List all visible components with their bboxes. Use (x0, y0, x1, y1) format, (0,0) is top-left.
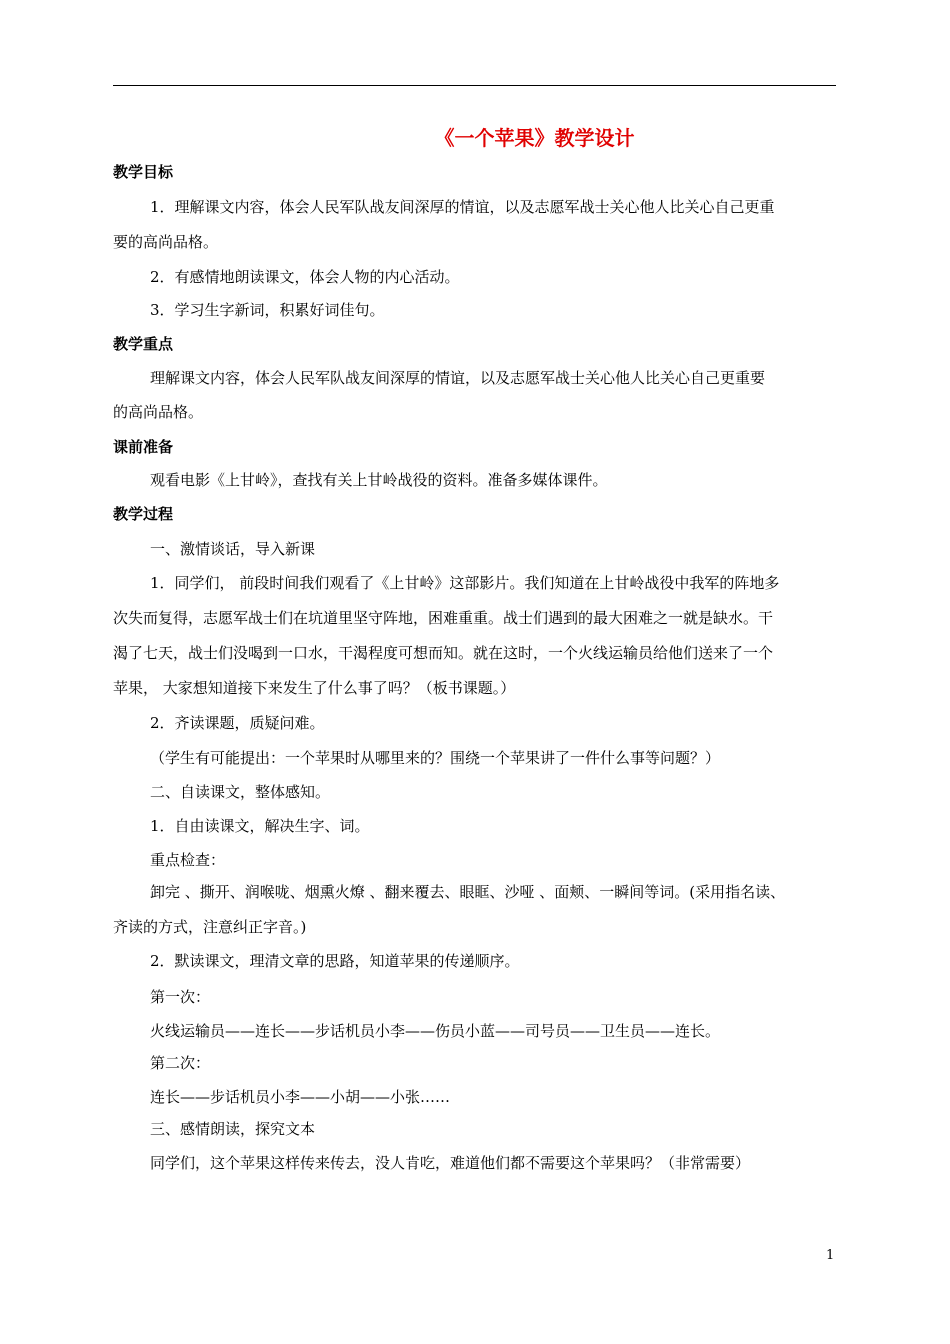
paragraph-line: 第一次： (150, 988, 211, 1006)
paragraph-line: 同学们，这个苹果这样传来传去，没人肯吃，难道他们都不需要这个苹果吗？（非常需要） (150, 1154, 751, 1172)
paragraph-line: 的高尚品格。 (113, 403, 204, 421)
paragraph-line: 齐读的方式，注意纠正字音。) (113, 918, 307, 936)
paragraph-line: 观看电影《上甘岭》，查找有关上甘岭战役的资料。准备多媒体课件。 (150, 471, 608, 489)
paragraph-line: 1．理解课文内容，体会人民军队战友间深厚的情谊，以及志愿军战士关心他人比关心自己更重 (150, 198, 775, 216)
paragraph-line: 一、激情谈话，导入新课 (150, 540, 316, 558)
paragraph-line: 重点检查： (150, 851, 226, 869)
page-number: 1 (826, 1248, 835, 1263)
section-heading-objectives: 教学目标 (113, 163, 174, 181)
paragraph-line: 卸完 、撕开、润喉咙、烟熏火燎 、翻来覆去、眼眶、沙哑 、面颊、一瞬间等词。(采用指名读、 (150, 883, 786, 901)
section-heading-process: 教学过程 (113, 505, 174, 523)
paragraph-line: 渴了七天，战士们没喝到一口水，干渴程度可想而知。就在这时，一个火线运输员给他们送来了一个 (113, 644, 774, 662)
paragraph-line: 3．学习生字新词，积累好词佳句。 (150, 301, 385, 319)
paragraph-line: 三、感情朗读，探究文本 (150, 1120, 316, 1138)
document-title: 《一个苹果》教学设计 (434, 126, 635, 150)
paragraph-line: 第二次： (150, 1054, 211, 1072)
paragraph-line: 火线运输员——连长——步话机员小李——伤员小蓝——司号员——卫生员——连长。 (150, 1022, 721, 1040)
header-rule (113, 85, 836, 86)
paragraph-line: 理解课文内容，体会人民军队战友间深厚的情谊，以及志愿军战士关心他人比关心自己更重要 (150, 369, 766, 387)
section-heading-key-points: 教学重点 (113, 335, 174, 353)
section-heading-preparation: 课前准备 (113, 438, 174, 456)
paragraph-line: 连长——步话机员小李——小胡——小张…… (150, 1088, 451, 1106)
paragraph-line: 苹果， 大家想知道接下来发生了什么事了吗？（板书课题。） (113, 679, 516, 697)
paragraph-line: 1．自由读课文，解决生字、词。 (150, 817, 370, 835)
paragraph-line: 1．同学们， 前段时间我们观看了《上甘岭》这部影片。我们知道在上甘岭战役中我军的阵地多 (150, 574, 780, 592)
paragraph-line: 2．默读课文，理清文章的思路，知道苹果的传递顺序。 (150, 952, 520, 970)
paragraph-line: 要的高尚品格。 (113, 233, 219, 251)
paragraph-line: 2．齐读课题，质疑问难。 (150, 714, 325, 732)
paragraph-line: 次失而复得，志愿军战士们在坑道里坚守阵地，困难重重。战士们遇到的最大困难之一就是缺水。干 (113, 609, 774, 627)
paragraph-line: 2．有感情地朗读课文，体会人物的内心活动。 (150, 268, 460, 286)
paragraph-line: 二、自读课文，整体感知。 (150, 783, 331, 801)
paragraph-line: （学生有可能提出：一个苹果时从哪里来的？围绕一个苹果讲了一件什么事等问题？） (150, 749, 721, 767)
